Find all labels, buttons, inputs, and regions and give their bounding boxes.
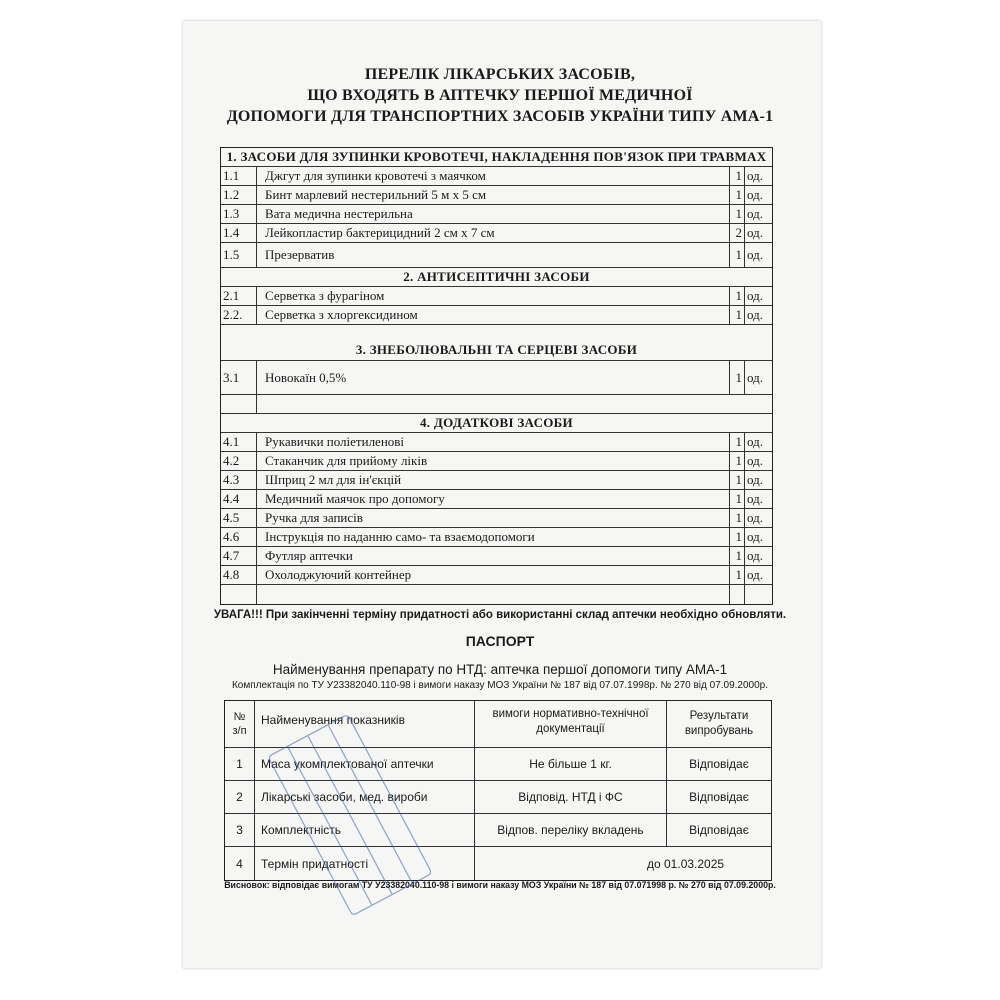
passport-title: ПАСПОРТ (465, 633, 535, 649)
table-row: 4.6 Інструкція по наданню само- та взаємодопомоги 1 од. (221, 528, 772, 547)
table-row: 4.5 Ручка для записів 1 од. (221, 509, 772, 528)
table-row: 4.2 Стаканчик для прийому ліків 1 од. (221, 452, 772, 471)
table-row: 1.3 Вата медична нестерильна 1 од. (221, 205, 772, 224)
table-row: 3 Комплектність Відпов. переліку вкладень Відповідає (225, 814, 771, 847)
passport-table (224, 700, 772, 881)
table-row: 1.2 Бинт марлевий нестерильний 5 м х 5 см 1 од. (221, 186, 772, 205)
header-name: Найменування показників (255, 701, 475, 747)
table-row: 4.7 Футляр аптечки 1 од. (221, 547, 772, 566)
warning-text: УВАГА!!! При закінченні терміну придатності або використанні склад аптечки необхідно обновляти. (213, 609, 787, 621)
section-header: 1. ЗАСОБИ ДЛЯ ЗУПИНКИ КРОВОТЕЧІ, НАКЛАДЕННЯ ПОВ'ЯЗОК ПРИ ТРАВМАХ (221, 148, 772, 167)
table-row: 1.4 Лейкопластир бактерицидний 2 см х 7 см 2 од. (221, 224, 772, 243)
section-header: 3. ЗНЕБОЛЮВАЛЬНІ ТА СЕРЦЕВІ ЗАСОБИ (221, 325, 772, 361)
blank-row (221, 585, 772, 604)
header-num: № з/п (225, 701, 255, 747)
table-row: 2.1 Серветка з фурагіном 1 од. (221, 287, 772, 306)
completion-note: Комплектація по ТУ У23382040.110-98 і вимоги наказу МОЗ України № 187 від 07.07.1998р. № 270 від 07.09.2000р. (231, 680, 769, 691)
table-row: 3.1 Новокаїн 0,5% 1 од. (221, 361, 772, 395)
product-name: Найменування препарату по НТД: аптечка першої допомоги типу АМА-1 (272, 662, 728, 677)
header-results: Результати випробувань (684, 710, 754, 737)
passport-header-row (225, 701, 771, 748)
table-row: 4.1 Рукавички поліетиленові 1 од. (221, 433, 772, 452)
table-row: 1 Маса укомплектованої аптечки Не більше 1 кг. Відповідає (225, 748, 771, 781)
table-row: 4 Термін придатності до 01.03.2025 (225, 847, 771, 880)
title-line-2: ЩО ВХОДЯТЬ В АПТЕЧКУ ПЕРШОЇ МЕДИЧНОЇ (307, 87, 693, 104)
blank-row (221, 395, 772, 414)
conclusion-text: Висновок: відповідає вимогам ТУ У23382040.110-98 і вимоги наказу МОЗ України № 187 від 07.071998 р. № 270 від 07.09.2000р. (224, 880, 776, 890)
title-line-3: ДОПОМОГИ ДЛЯ ТРАНСПОРТНИХ ЗАСОБІВ УКРАЇНИ ТИПУ АМА-1 (226, 108, 774, 125)
title-line-1: ПЕРЕЛІК ЛІКАРСЬКИХ ЗАСОБІВ, (364, 66, 636, 83)
document-title (200, 64, 800, 127)
section-header: 4. ДОДАТКОВІ ЗАСОБИ (221, 414, 772, 433)
table-row: 1.1 Джгут для зупинки кровотечі з маячком 1 од. (221, 167, 772, 186)
table-row: 4.8 Охолоджуючий контейнер 1 од. (221, 566, 772, 585)
table-row: 1.5 Презерватив 1 од. (221, 243, 772, 268)
section-header: 2. АНТИСЕПТИЧНІ ЗАСОБИ (221, 268, 772, 287)
table-row: 4.3 Шприц 2 мл для ін'єкцій 1 од. (221, 471, 772, 490)
table-row: 4.4 Медичний маячок про допомогу 1 од. (221, 490, 772, 509)
medicine-list-table (220, 147, 773, 605)
table-row: 2 Лікарські засоби, мед. вироби Відповід. НТД і ФС Відповідає (225, 781, 771, 814)
table-row: 2.2. Серветка з хлоргексидином 1 од. (221, 306, 772, 325)
header-requirements: вимоги нормативно-технічної документації (475, 701, 667, 747)
